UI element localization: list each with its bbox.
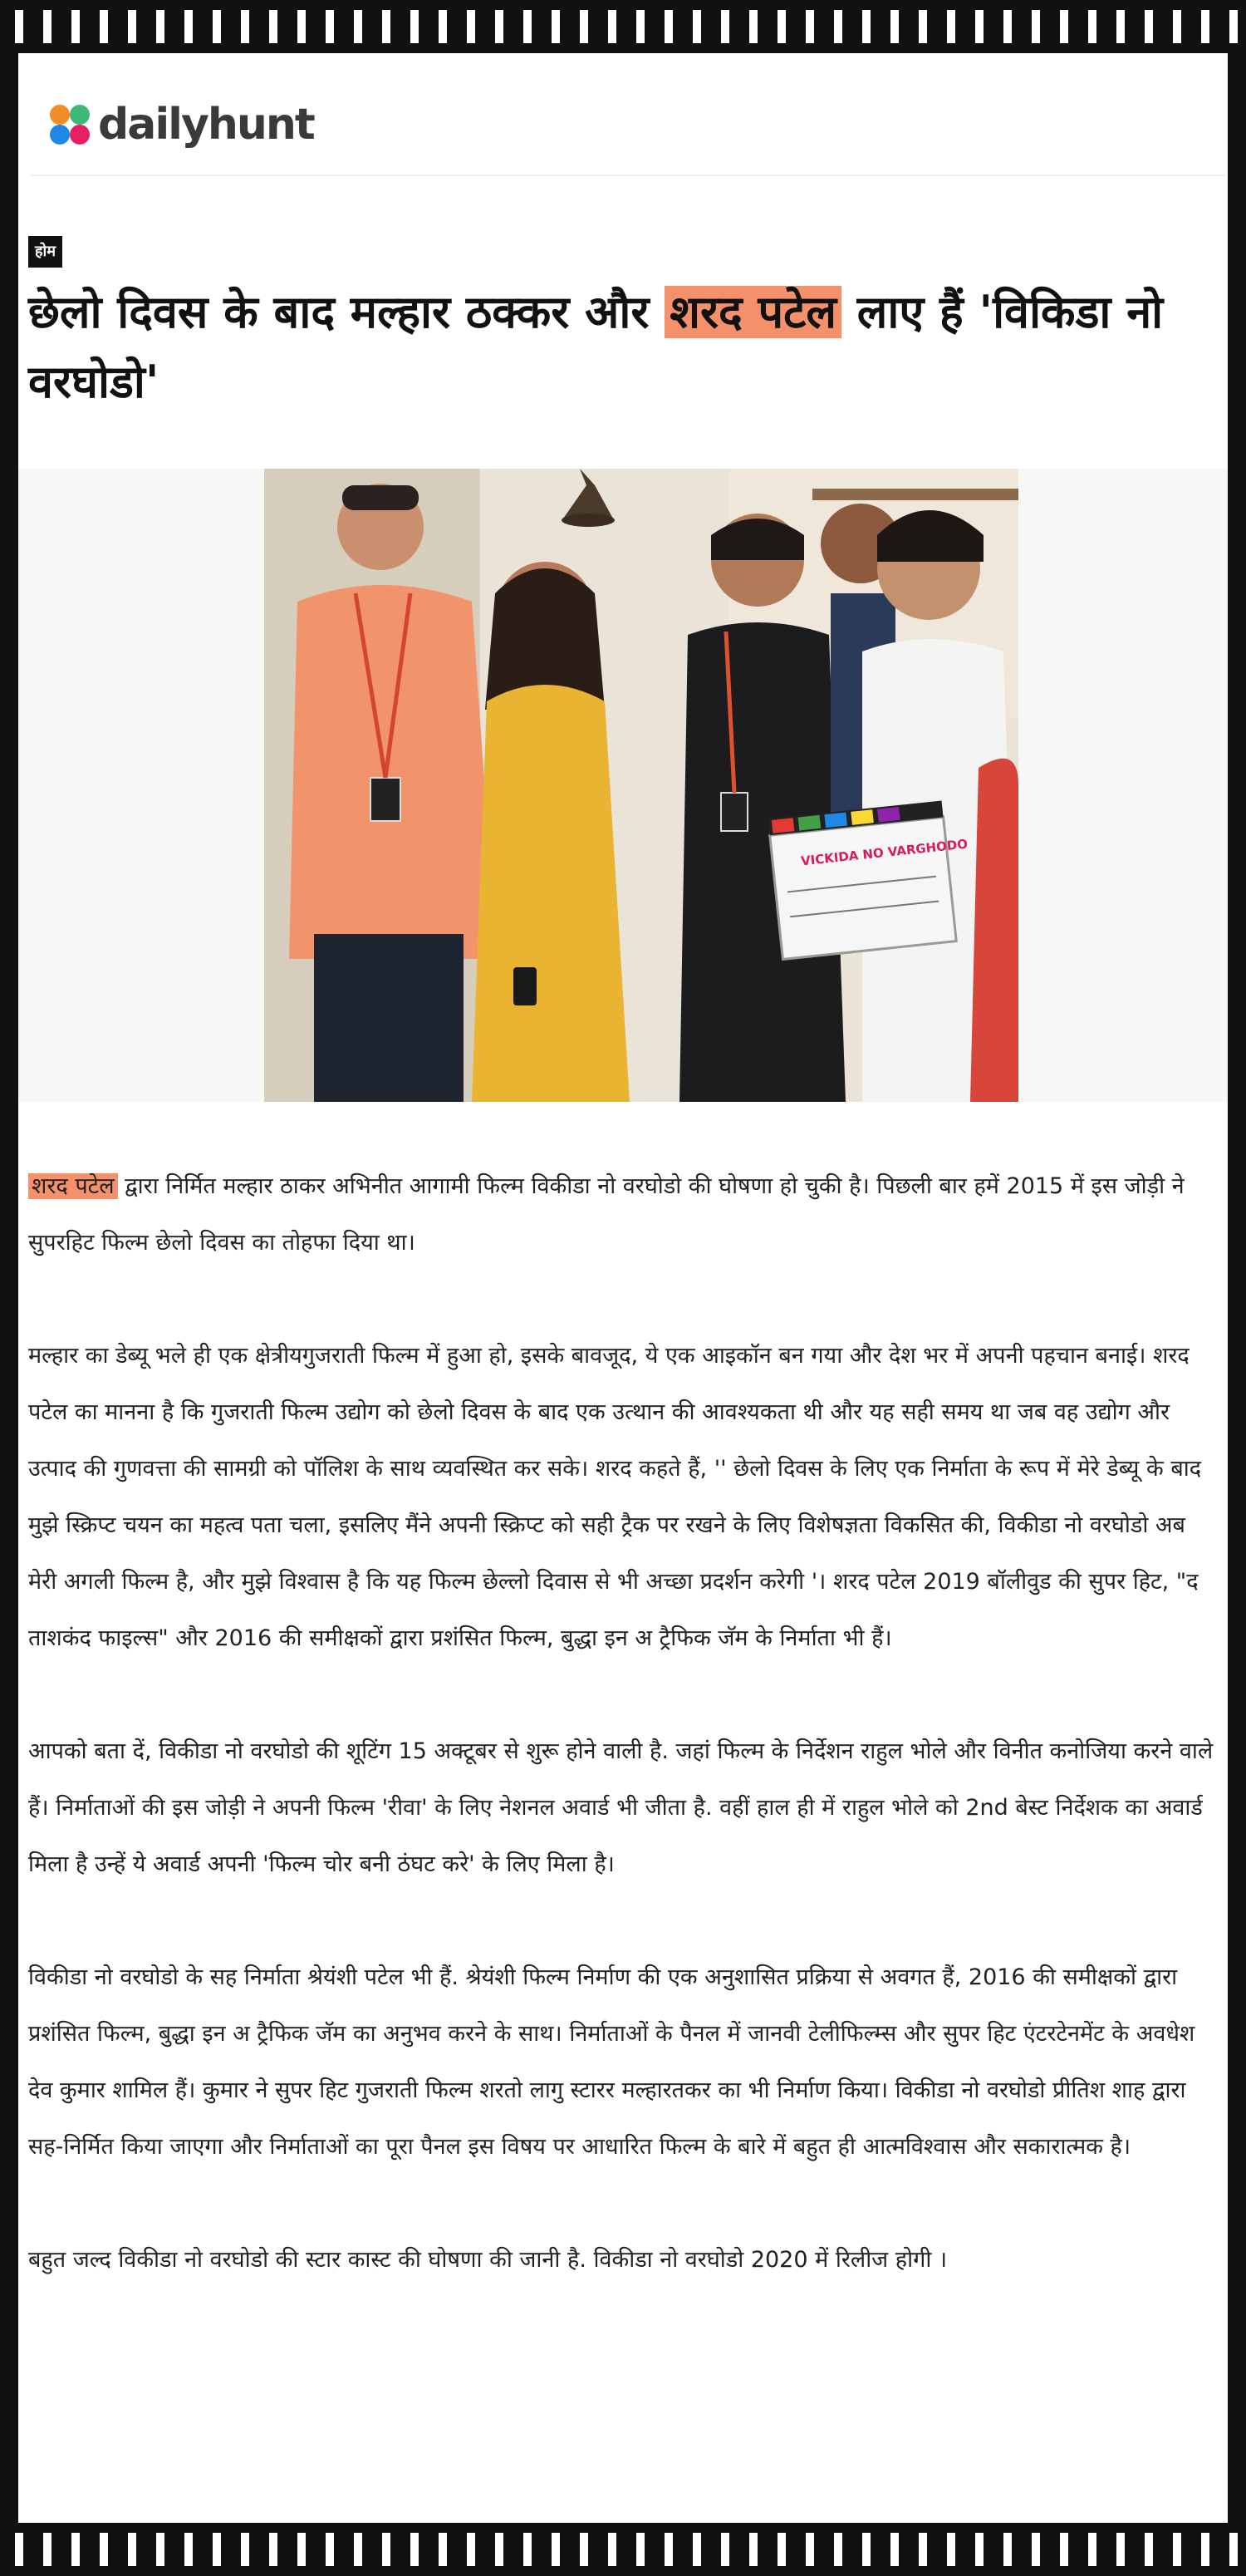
film-strip-top: [0, 0, 1246, 53]
headline-text-after: लाए हैं 'विकिडा नो वरघोडो': [28, 286, 1164, 408]
article-paragraph-1: [28, 1158, 1218, 1271]
photo-illustration: [264, 469, 1018, 1102]
headline-highlight: शरद पटेल: [665, 286, 841, 338]
article-photo[interactable]: [264, 469, 1018, 1102]
clapperboard-title: VICKIDA NO VARGHODO: [800, 836, 969, 869]
article-paragraph-3: आपको बता दें, विकीडा नो वरघोडो की शूटिंग 15 अक्टूबर से शुरू होने वाली है. जहां फिल्म के निर्देशन राहुल भोले और विनीत कनोजिया करने वाले हैं। निर्माताओं की इस जोड़ी ने अपनी फिल्म 'रीवा' के लिए नेशनल अवार्ड भी जीता है. वहीं हाल ही में राहुल भोले को 2nd बेस्ट निर्देशक का अवार्ड मिला है उन्हें ये अवार्ड अपनी 'फिल्म चोर बनी ठंघट करे' के लिए मिला है।: [28, 1738, 1214, 1877]
logo-dot-pink: [70, 125, 90, 145]
headline-text-before: छेलो दिवस के बाद मल्हार ठक्कर और: [28, 286, 665, 338]
photo-container: [18, 469, 1228, 1102]
article-paragraph-2: मल्हार का डेब्यू भले ही एक क्षेत्रीयगुजराती फिल्म में हुआ हो, इसके बावजूद, ये एक आइकॉन बन गया और देश भर में अपनी पहचान बनाई। शरद पटेल का मानना है कि गुजराती फिल्म उद्योग को छेलो दिवस के बाद एक उत्थान की आवश्यकता थी और यह सही समय था जब वह उद्योग और उत्पाद की गुणवत्ता की सामग्री को पॉलिश के साथ व्यवस्थित कर सके। शरद कहते हैं, '' छेलो दिवस के लिए एक निर्माता के रूप में मेरे डेब्यू के बाद मुझे स्क्रिप्ट चयन का महत्व पता चला, इसलिए मैंने अपनी स्क्रिप्ट को सही ट्रैक पर रखने के लिए विशेषज्ञता विकसित की, विकीडा नो वरघोडो अब मेरी अगली फिल्म है, और मुझे विश्वास है कि यह फिल्म छेल्लो दिवास से भी अच्छा प्रदर्शन करेगी '। शरद पटेल 2019 बॉलीवुड की सुपर हिट, "द ताशकंद फाइल्स" और 2016 की समीक्षकों द्वारा प्रशंसित फिल्म, बुद्धा इन अ ट्रैफिक जॅम के निर्माता भी हैं।: [28, 1343, 1202, 1651]
logo-dot-green: [70, 105, 90, 125]
breadcrumb-home[interactable]: होम: [28, 236, 62, 268]
film-strip-bottom: [0, 2523, 1246, 2576]
article-headline: [28, 278, 1208, 417]
article-paragraph-4: विकीडा नो वरघोडो के सह निर्माता श्रेयंशी पटेल भी हैं. श्रेयंशी फिल्म निर्माण की एक अनुशासित प्रक्रिया से अवगत हैं, 2016 की समीक्षकों द्वारा प्रशंसित फिल्म, बुद्धा इन अ ट्रैफिक जॅम का अनुभव करने के साथ। निर्माताओं के पैनल में जानवी टेलीफिल्म्स और सुपर हिट एंटरटेनमेंट के अवधेश देव कुमार शामिल हैं। कुमार ने सुपर हिट गुजराती फिल्म शरतो लागु स्टारर मल्हारतकर का भी निर्माण किया। विकीडा नो वरघोडो प्रीतिश शाह द्वारा सह-निर्मित किया जाएगा और निर्माताओं का पूरा पैनल इस विषय पर आधारित फिल्म के बारे में बहुत ही आत्मविश्वास और सकारात्मक है।: [28, 1964, 1195, 2160]
logo-dot-blue: [50, 125, 70, 145]
article-body: [28, 1158, 1218, 2288]
logo-text: dailyhunt: [98, 100, 314, 150]
logo-dot-orange: [50, 105, 70, 125]
paragraph-1-text: द्वारा निर्मित मल्हार ठाकर अभिनीत आगामी फिल्म विकीडा नो वरघोडो की घोषणा हो चुकी है। पिछली बार हमें 2015 में इस जोड़ी ने सुपरहिट फिल्म छेलो दिवस का तोहफा दिया था।: [28, 1173, 1185, 1256]
film-strip-right: [1228, 53, 1246, 2523]
article-paragraph-5: बहुत जल्द विकीडा नो वरघोडो की स्टार कास्ट की घोषणा की जानी है. विकीडा नो वरघोडो 2020 में रिलीज होगी ।: [28, 2247, 948, 2273]
article-page: [18, 53, 1228, 2523]
logo-dots-icon: [47, 101, 93, 148]
clapperboard-graphic: [768, 800, 969, 959]
paragraph-highlight: शरद पटेल: [28, 1173, 118, 1199]
site-header: [30, 70, 1226, 176]
dailyhunt-logo[interactable]: [47, 100, 314, 150]
film-strip-left: [0, 53, 18, 2523]
